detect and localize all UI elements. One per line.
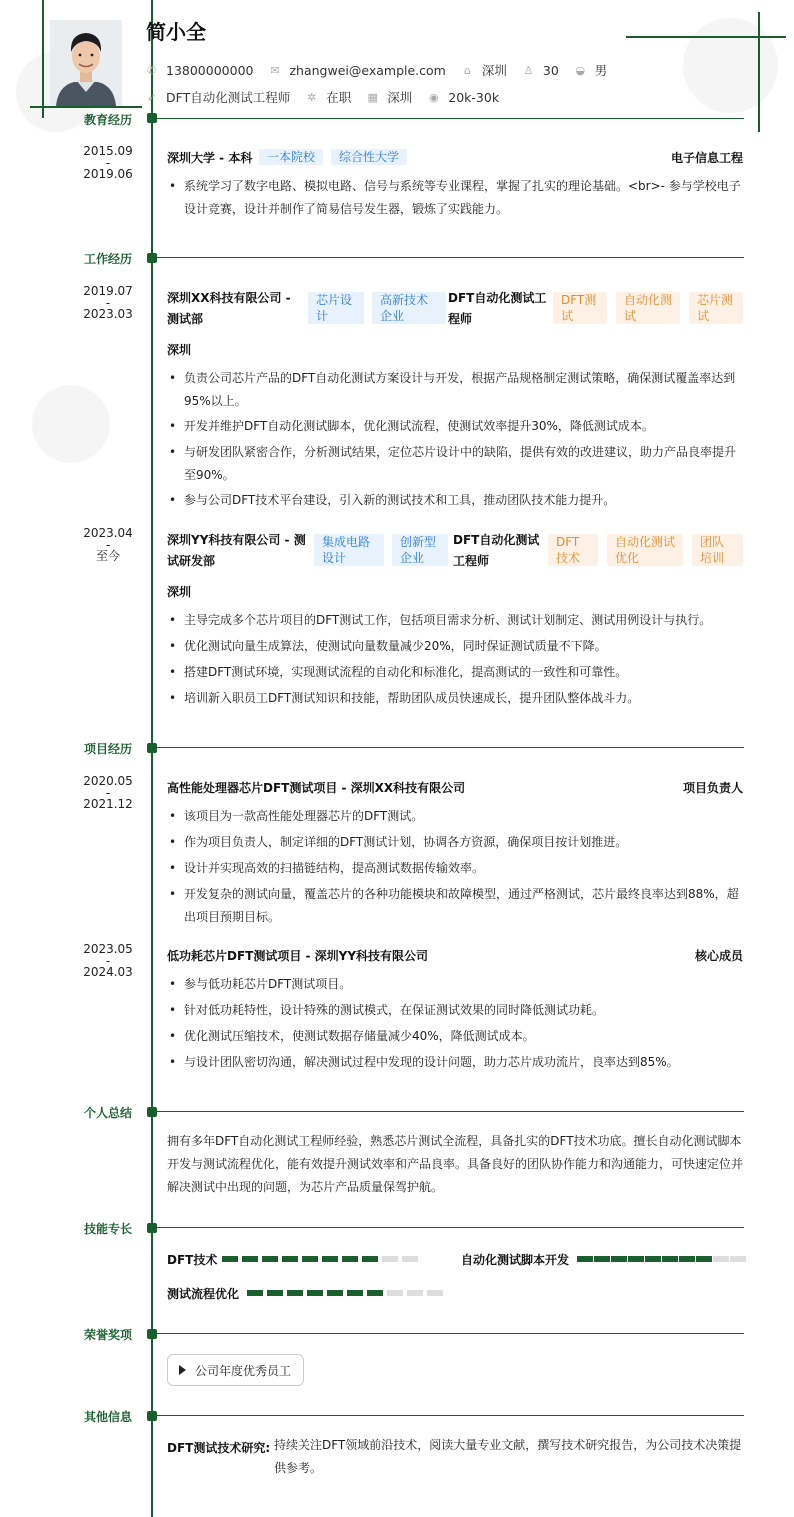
phone-icon: ✆ [146,63,157,77]
tag: 芯片设计 [308,292,364,324]
decor-circle [683,18,778,113]
project-role: 核心成员 [694,949,743,963]
email: zhangwei@example.com [289,62,446,78]
tag: 综合性大学 [331,149,407,165]
section-divider [157,1227,744,1228]
tag: 集成电路设计 [314,534,384,566]
skill-bar-segment [730,1256,746,1262]
timeline-dot [147,253,157,263]
skill-bar-segment [662,1256,678,1262]
skill-bar-segment [322,1256,338,1262]
award-badge [167,1354,304,1386]
job-status: 在职 [326,90,352,105]
section-divider [157,747,744,748]
skill-bar [247,1290,443,1296]
skill-bar-segment [382,1256,398,1262]
work-city: 深圳 [167,585,192,599]
list-item: • 搭建DFT测试环境，实现测试流程的自动化和标准化，提高测试的一致性和可靠性。 [167,661,744,684]
skill-bar-segment [267,1290,283,1296]
skill-bar-segment [611,1256,627,1262]
project-role: 项目负责人 [682,781,743,795]
project-dates: 2020.05 - 2021.12 [83,774,133,811]
skill-tag: 芯片测试 [689,292,743,324]
timeline-line [151,0,153,1517]
salary: 20k-30k [448,89,500,105]
skill-name: 测试流程优化 [167,1287,240,1301]
skill-bar-segment [262,1256,278,1262]
tag: 创新型企业 [392,534,448,566]
skill-bar [222,1256,418,1262]
other-label: DFT测试技术研究: [167,1441,271,1455]
skill-bar-segment [645,1256,661,1262]
skill-bar-segment [387,1290,403,1296]
skill-bar-segment [427,1290,443,1296]
person-name: 简小全 [146,20,206,44]
age: 30 [542,62,559,78]
project-dates: 2023.05 - 2024.03 [83,942,133,979]
skill-bar-segment [696,1256,712,1262]
skill-bar-segment [362,1256,378,1262]
skill-tag: 自动化测试优化 [607,534,683,566]
age-icon: ♙ [523,63,534,77]
section-title-skills: 技能专长 [84,1222,133,1236]
contact-row [146,61,623,79]
skill-bar [577,1256,746,1262]
list-item: • 与研发团队紧密合作，分析测试结果，定位芯片设计中的缺陷，提供有效的改进建议，助力产品良率提升至90%。 [167,441,744,487]
project-title: 高性能处理器芯片DFT测试项目 - 深圳XX科技有限公司 [167,781,466,795]
section-title-summary: 个人总结 [84,1106,133,1120]
list-item: • 优化测试向量生成算法，使测试向量数量减少20%，同时保证测试质量不下降。 [167,635,744,658]
skill-bar-segment [282,1256,298,1262]
home-icon: ⌂ [463,63,471,77]
list-item: • 系统学习了数字电路、模拟电路、信号与系统等专业课程，掌握了扎实的理论基础。<br>- 参与学校电子设计竞赛，设计并制作了简易信号发生器，锻炼了实践能力。 [167,175,744,221]
skill-bar-segment [247,1290,263,1296]
gender: 男 [594,63,608,78]
gear-icon: ✲ [307,90,317,104]
skill-tag: 自动化测试 [616,292,680,324]
other-text: 持续关注DFT领域前沿技术，阅读大量专业文献，撰写技术研究报告，为公司技术决策提供参考。 [274,1438,742,1475]
section-divider [157,1111,744,1112]
list-item: • 与设计团队密切沟通，解决测试过程中发现的设计问题，助力芯片成功流片，良率达到85%。 [167,1051,744,1074]
section-divider [157,118,744,119]
work-dates: 2023.04 - 至今 [83,526,133,563]
city: 深圳 [481,63,507,78]
list-item: • 该项目为一款高性能处理器芯片的DFT测试。 [167,805,744,828]
list-item: • 主导完成多个芯片项目的DFT测试工作，包括项目需求分析、测试计划制定、测试用例设计与执行。 [167,609,744,632]
edu-dates: 2015.09 - 2019.06 [83,144,133,181]
email-icon: ✉ [270,63,280,77]
project-title: 低功耗芯片DFT测试项目 - 深圳YY科技有限公司 [167,949,429,963]
skill-bar-segment [402,1256,418,1262]
timeline-dot [147,743,157,753]
skill-name: 自动化测试脚本开发 [461,1253,570,1267]
skill-bar-segment [628,1256,644,1262]
tag: 一本院校 [259,149,323,165]
work-role: DFT自动化测试工程师 [453,533,540,568]
timeline-dot [147,113,157,123]
skill-bar-segment [242,1256,258,1262]
job-intent-row [146,88,515,106]
work-dates: 2019.07 - 2023.03 [83,284,133,321]
skill-bar-segment [594,1256,610,1262]
building-icon: ▦ [367,90,378,104]
list-item: • 优化测试压缩技术，使测试数据存储量减少40%，降低测试成本。 [167,1025,744,1048]
skill-bar-segment [287,1290,303,1296]
send-icon: ➶ [146,90,157,104]
list-item: • 参与公司DFT技术平台建设，引入新的测试技术和工具，推动团队技术能力提升。 [167,489,744,512]
skill-bar-segment [577,1256,593,1262]
timeline-dot [147,1223,157,1233]
play-icon [179,1365,186,1375]
section-title-work: 工作经历 [84,252,133,266]
list-item: • 负责公司芯片产品的DFT自动化测试方案设计与开发，根据产品规格制定测试策略，确保测试覆盖率达到95%以上。 [167,367,744,413]
work-city: 深圳 [167,343,192,357]
skill-bar-segment [713,1256,729,1262]
list-item: • 开发复杂的测试向量，覆盖芯片的各种功能模块和故障模型，通过严格测试，芯片最终良率达到88%，超出项目预期目标。 [167,883,744,929]
list-item: • 作为项目负责人，制定详细的DFT测试计划，协调各方资源，确保项目按计划推进。 [167,831,744,854]
skill-bar-segment [307,1290,323,1296]
skill-bar-segment [302,1256,318,1262]
edu-major: 电子信息工程 [670,151,743,165]
section-divider [157,1415,744,1416]
decor-line [758,12,760,132]
skill-name: DFT技术 [167,1253,218,1267]
job-title: DFT自动化测试工程师 [166,90,291,105]
timeline-dot [147,1329,157,1339]
section-divider [157,1333,744,1334]
skill-tag: DFT测试 [553,292,607,324]
salary-icon: ◉ [428,90,439,104]
award-name: 公司年度优秀员工 [195,1363,292,1378]
edu-school: 深圳大学 - 本科 [167,151,253,165]
skill-bar-segment [679,1256,695,1262]
gender-icon: ◒ [575,63,586,77]
skill-tag: 团队培训 [692,534,743,566]
list-item: • 设计并实现高效的扫描链结构，提高测试数据传输效率。 [167,857,744,880]
list-item: • 开发并维护DFT自动化测试脚本，优化测试流程，使测试效率提升30%，降低测试成本。 [167,415,744,438]
skill-bar-segment [407,1290,423,1296]
skill-bar-segment [327,1290,343,1296]
work-company: 深圳XX科技有限公司 - 测试部 [167,291,291,326]
section-title-honors: 荣誉奖项 [84,1328,133,1342]
tag: 高新技术企业 [372,292,446,324]
decor-line [626,36,786,38]
timeline-dot [147,1107,157,1117]
decor-line [42,0,44,118]
avatar [50,20,122,106]
list-item: • 参与低功耗芯片DFT测试项目。 [167,973,744,996]
skill-bar-segment [342,1256,358,1262]
skill-bar-segment [347,1290,363,1296]
section-divider [157,257,744,258]
timeline-dot [147,1411,157,1421]
decor-circle [32,385,110,463]
decor-line [30,106,142,108]
work-company: 深圳YY科技有限公司 - 测试研发部 [167,533,306,568]
skill-bar-segment [222,1256,238,1262]
phone: 13800000000 [166,62,254,78]
work-role: DFT自动化测试工程师 [448,291,547,326]
section-title-education: 教育经历 [84,113,133,127]
skill-tag: DFT技术 [548,534,598,566]
section-title-other: 其他信息 [84,1410,133,1424]
section-title-projects: 项目经历 [84,742,133,756]
summary-text: 拥有多年DFT自动化测试工程师经验，熟悉芯片测试全流程，具备扎实的DFT技术功底。擅长自动化测试脚本开发与测试流程优化，能有效提升测试效率和产品良率。具备良好的团队协作能力和沟通能力，可快速定位并解决测试中出现的问题，为芯片产品质量保驾护航。 [167,1134,744,1194]
list-item: • 培训新入职员工DFT测试知识和技能，帮助团队成员快速成长，提升团队整体战斗力。 [167,687,744,710]
list-item: • 针对低功耗特性，设计特殊的测试模式，在保证测试效果的同时降低测试功耗。 [167,999,744,1022]
job-city: 深圳 [387,90,413,105]
skill-bar-segment [367,1290,383,1296]
